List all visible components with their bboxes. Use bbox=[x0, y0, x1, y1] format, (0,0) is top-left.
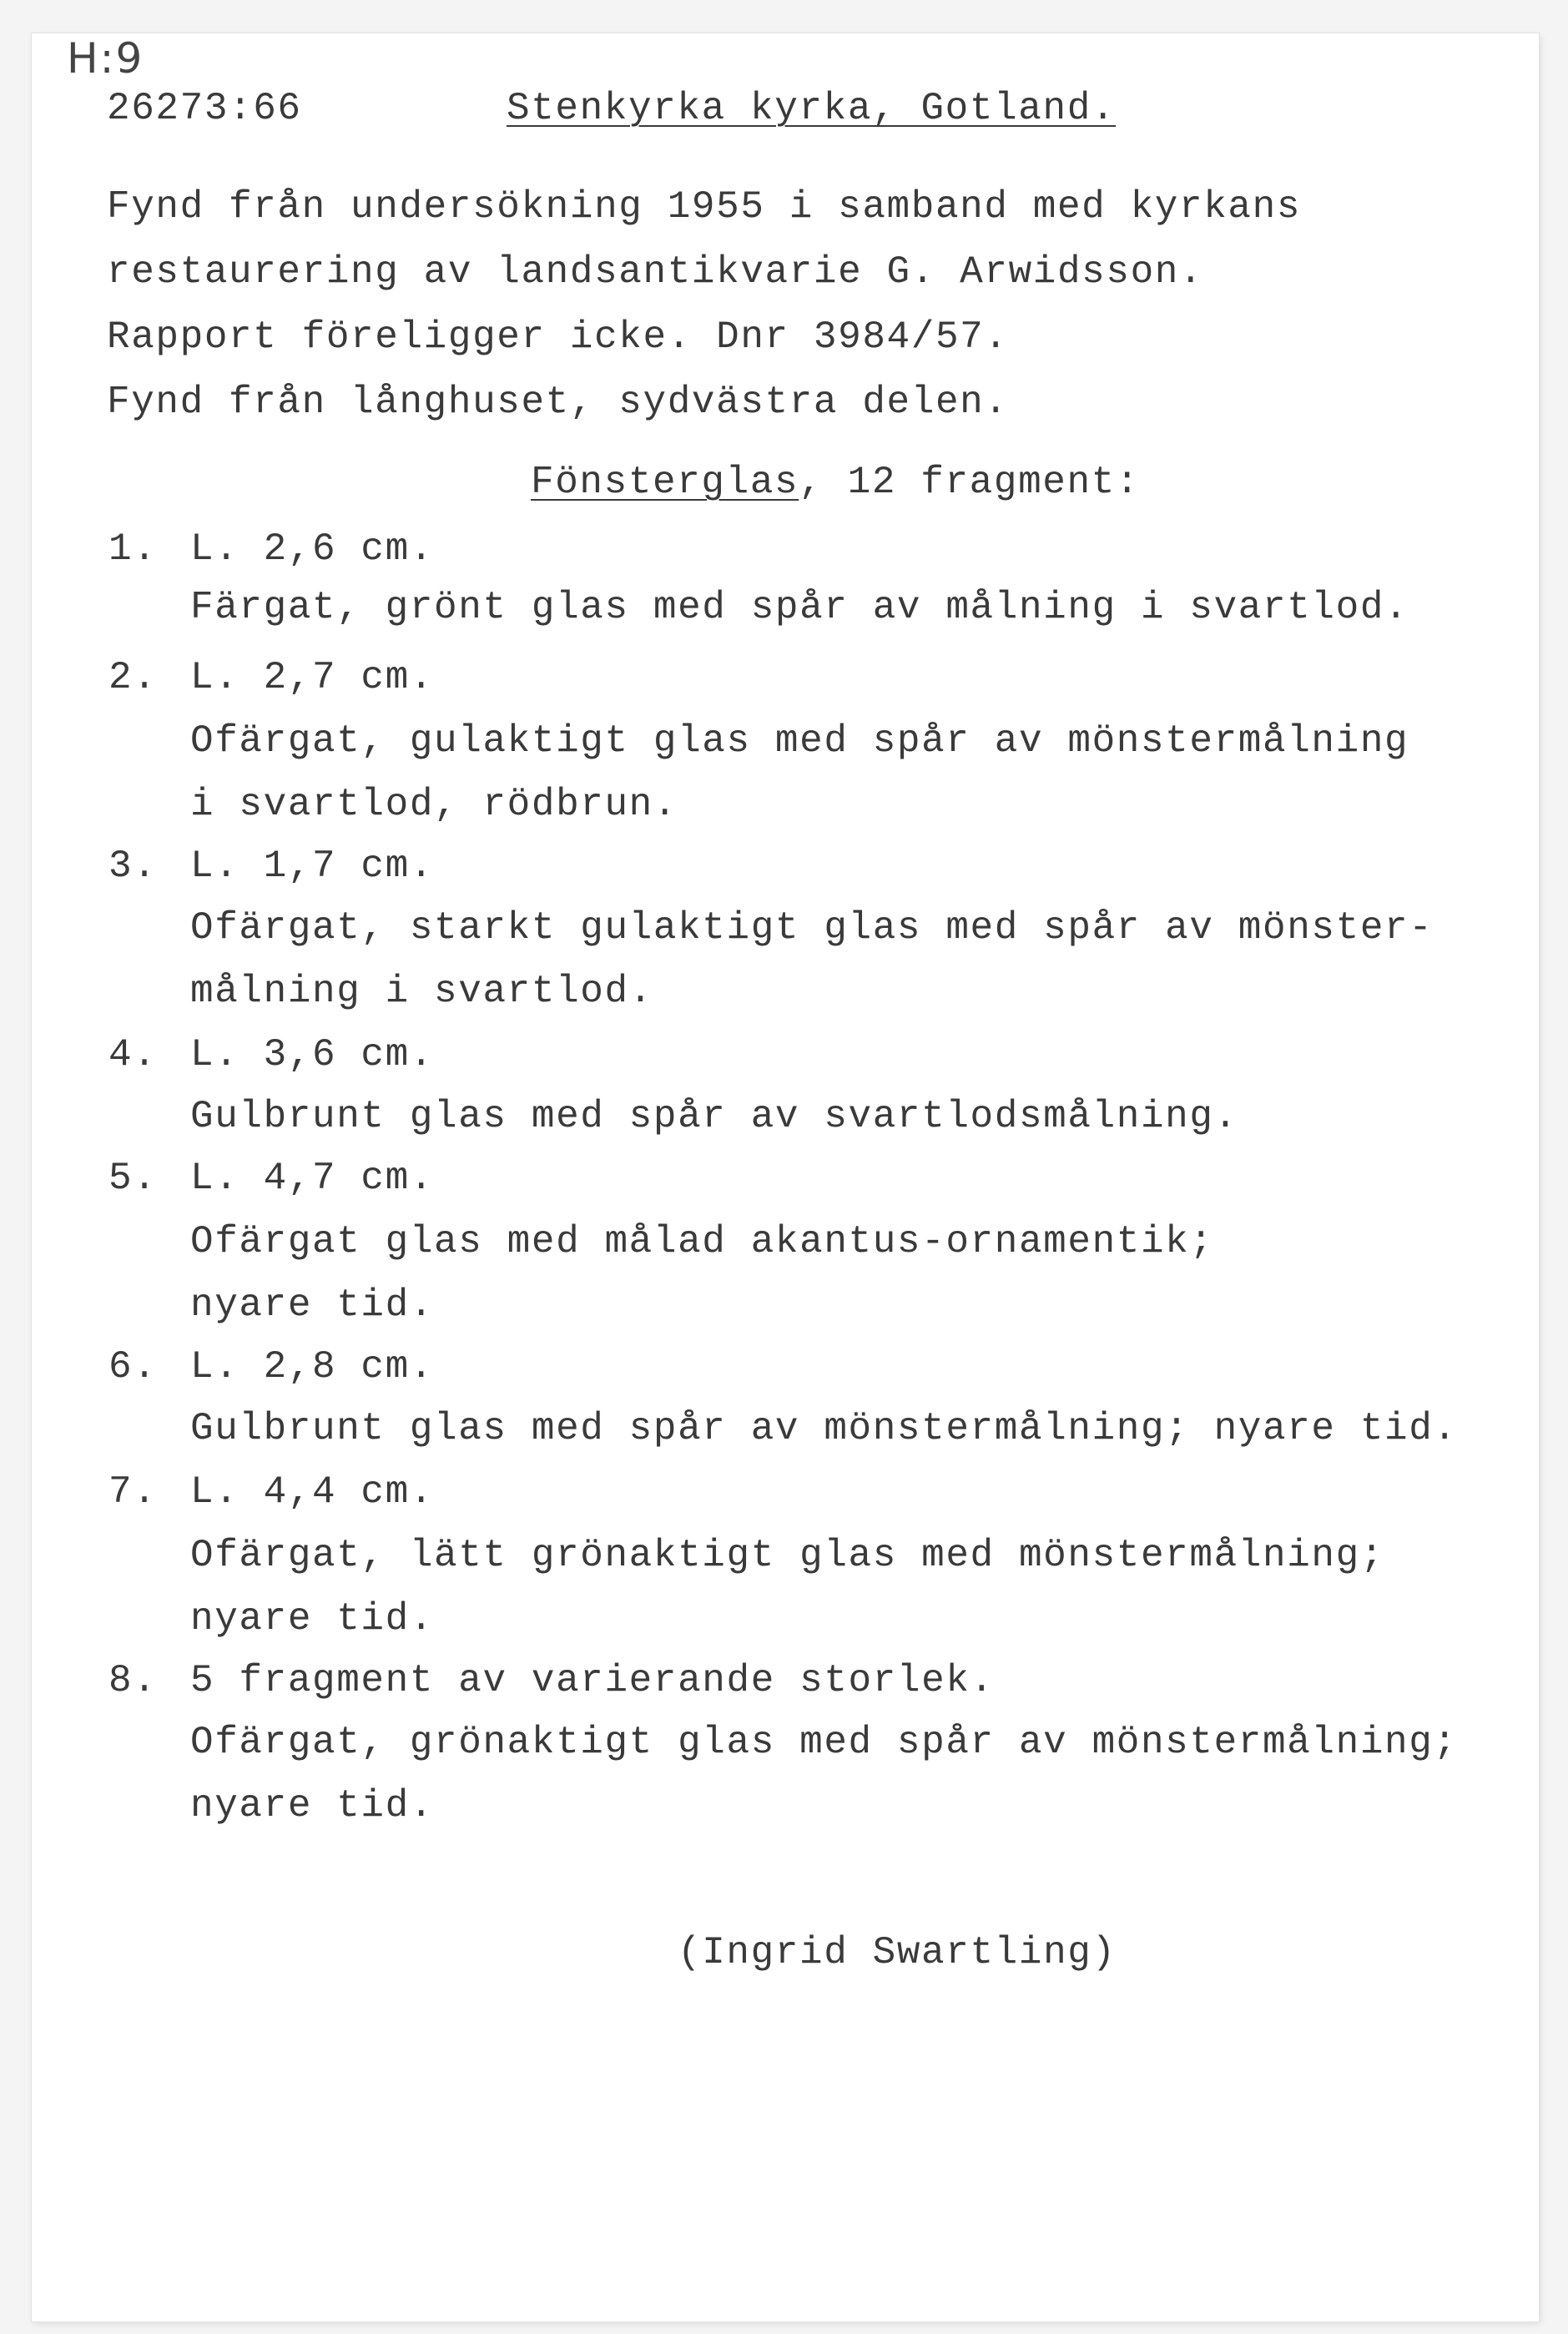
item-number: 4. bbox=[108, 1033, 158, 1076]
intro-line: Rapport föreligger icke. Dnr 3984/57. bbox=[107, 315, 1009, 359]
item-size: L. 1,7 cm. bbox=[190, 844, 435, 888]
item-description: Ofärgat, grönaktigt glas med spår av mönstermålning; bbox=[190, 1721, 1458, 1764]
item-number: 2. bbox=[108, 656, 158, 699]
item-description: Ofärgat, starkt gulaktigt glas med spår av mönster- bbox=[190, 906, 1434, 950]
item-description: målning i svartlod. bbox=[190, 970, 653, 1013]
item-description: nyare tid. bbox=[190, 1784, 435, 1827]
item-number: 5. bbox=[108, 1157, 158, 1200]
item-number: 7. bbox=[108, 1470, 158, 1514]
item-size: L. 2,6 cm. bbox=[190, 527, 435, 571]
document-title: Stenkyrka kyrka, Gotland. bbox=[507, 87, 1117, 130]
item-description: Gulbrunt glas med spår av mönstermålning; nyare tid. bbox=[190, 1407, 1458, 1450]
item-description: Ofärgat glas med målad akantus-ornamentik; bbox=[190, 1220, 1214, 1263]
item-description: Ofärgat, lätt grönaktigt glas med mönstermålning; bbox=[190, 1534, 1385, 1577]
section-heading bbox=[531, 459, 1140, 506]
item-description: Gulbrunt glas med spår av svartlodsmålning. bbox=[190, 1095, 1238, 1138]
intro-line: Fynd från långhuset, sydvästra delen. bbox=[107, 381, 1009, 424]
item-size: L. 2,7 cm. bbox=[190, 656, 435, 699]
catalog-number: 26273:66 bbox=[107, 87, 302, 130]
item-size: 5 fragment av varierande storlek. bbox=[190, 1659, 995, 1702]
item-size: L. 4,4 cm. bbox=[190, 1470, 435, 1514]
item-description: nyare tid. bbox=[190, 1597, 435, 1641]
item-number: 8. bbox=[108, 1659, 158, 1702]
item-number: 1. bbox=[108, 527, 158, 571]
item-size: L. 3,6 cm. bbox=[190, 1033, 435, 1076]
item-number: 3. bbox=[108, 844, 158, 888]
item-number: 6. bbox=[108, 1345, 158, 1389]
item-description: nyare tid. bbox=[190, 1283, 435, 1327]
item-description: i svartlod, rödbrun. bbox=[190, 783, 678, 826]
intro-line: restaurering av landsantikvarie G. Arwidsson. bbox=[107, 250, 1204, 294]
section-heading-rest: , 12 fragment: bbox=[799, 461, 1141, 504]
item-description: Färgat, grönt glas med spår av målning i svartlod. bbox=[190, 586, 1409, 629]
intro-line: Fynd från undersökning 1955 i samband med kyrkans bbox=[107, 185, 1302, 229]
signature: (Ingrid Swartling) bbox=[678, 1931, 1117, 1974]
item-description: Ofärgat, gulaktigt glas med spår av mönstermålning bbox=[190, 719, 1409, 763]
item-size: L. 4,7 cm. bbox=[190, 1157, 435, 1200]
handwritten-reference: H:9 bbox=[67, 34, 144, 83]
section-heading-underlined: Fönsterglas bbox=[531, 461, 799, 504]
item-size: L. 2,8 cm. bbox=[190, 1345, 435, 1389]
